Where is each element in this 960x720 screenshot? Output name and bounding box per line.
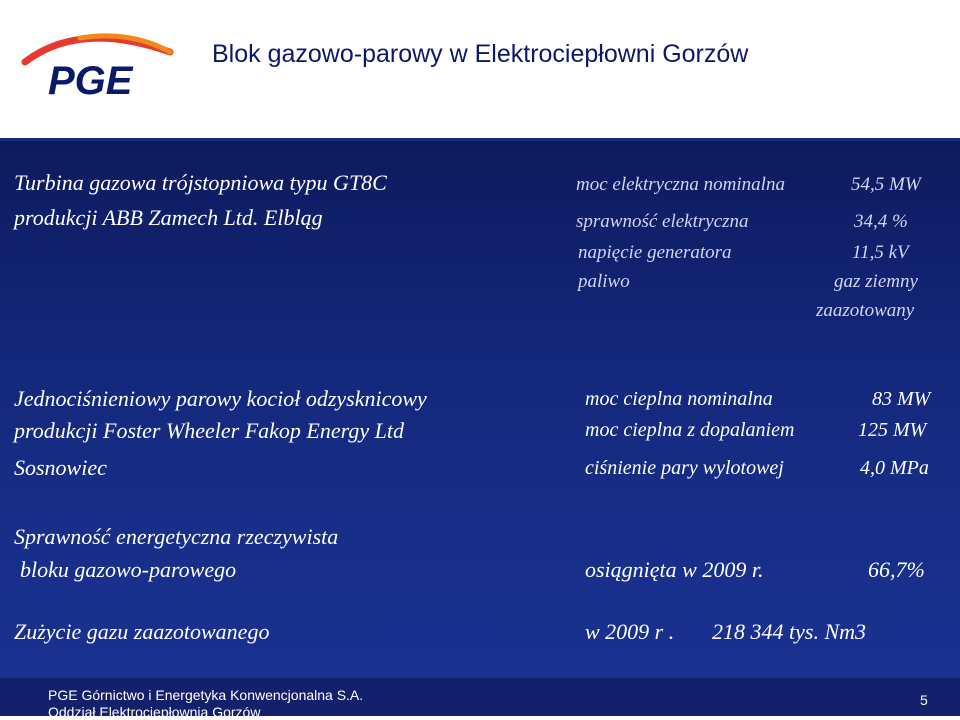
turbine-spec-label: moc elektryczna nominalna: [576, 174, 785, 195]
footer-company: PGE Górnictwo i Energetyka Konwencjonalna S.A.: [48, 687, 364, 703]
efficiency-achieved-value: 66,7%: [868, 557, 925, 582]
boiler-line-1: Jednociśnieniowy parowy kocioł odzysknicowy: [14, 386, 427, 411]
turbine-spec-value: 34,4 %: [854, 211, 908, 232]
boiler-spec-label: moc cieplna nominalna: [585, 388, 773, 410]
boiler-spec-label: moc cieplna z dopalaniem: [585, 419, 795, 441]
footer-branch: Oddział Elektrociepłownia Gorzów: [48, 704, 261, 720]
pge-logo: [20, 22, 180, 102]
page-title: Blok gazowo-parowy w Elektrociepłowni Gorzów: [212, 40, 749, 68]
efficiency-line-2: bloku gazowo-parowego: [20, 557, 237, 582]
boiler-spec-value: 125 MW: [858, 419, 927, 441]
turbine-spec-label: paliwo: [578, 271, 630, 292]
turbine-spec-label: napięcie generatora: [578, 242, 732, 263]
efficiency-line-1: Sprawność energetyczna rzeczywista: [14, 524, 339, 549]
page-number: 5: [920, 692, 928, 708]
turbine-spec-value: gaz ziemny: [834, 271, 918, 292]
turbine-spec-label: sprawność elektryczna: [576, 211, 749, 232]
boiler-spec-value: 83 MW: [872, 388, 931, 410]
gas-year-label: w 2009 r .: [585, 619, 675, 644]
efficiency-achieved-label: osiągnięta w 2009 r.: [585, 557, 764, 582]
turbine-line-2: produkcji ABB Zamech Ltd. Elbląg: [14, 205, 323, 230]
logo-text: PGE: [48, 59, 133, 102]
turbine-fuel-cont: zaazotowany: [816, 300, 915, 321]
boiler-spec-label: ciśnienie pary wylotowej: [585, 457, 784, 479]
footer: [0, 678, 960, 720]
header: [0, 0, 960, 138]
turbine-line-1: Turbina gazowa trójstopniowa typu GT8C: [14, 170, 387, 195]
boiler-line-3: Sosnowiec: [14, 455, 107, 480]
boiler-spec-value: 4,0 MPa: [860, 457, 929, 479]
turbine-spec-value: 11,5 kV: [852, 242, 909, 263]
gas-value: 218 344 tys. Nm3: [712, 619, 866, 644]
boiler-line-2: produkcji Foster Wheeler Fakop Energy Ltd: [14, 418, 404, 443]
gas-label: Zużycie gazu zaazotowanego: [14, 619, 270, 644]
turbine-spec-value: 54,5 MW: [851, 174, 921, 195]
